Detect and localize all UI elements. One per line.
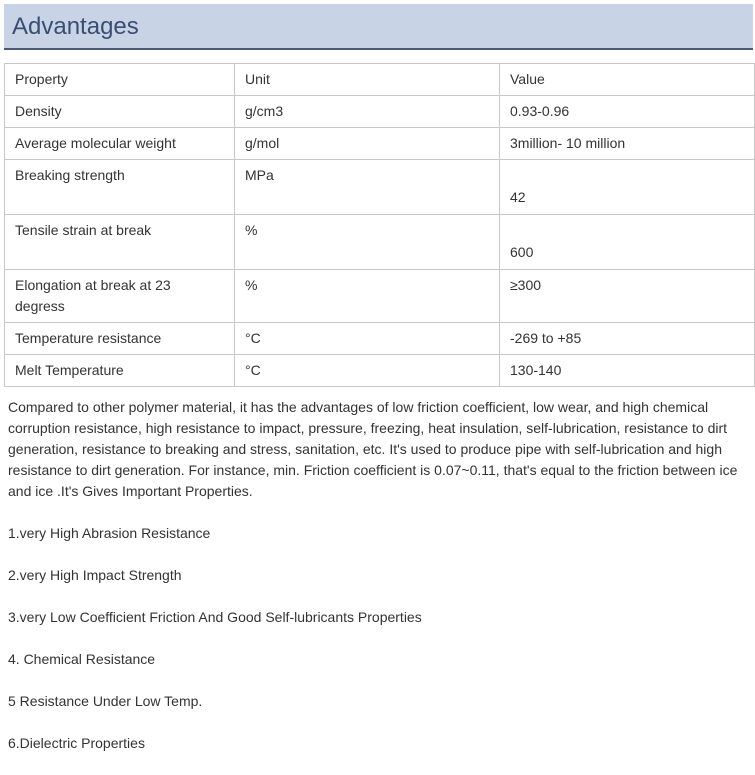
unit-cell: MPa [235,160,500,215]
value-cell: 0.93-0.96 [500,96,755,128]
table-row [5,215,755,270]
property-cell: Melt Temperature [5,355,235,387]
property-cell: Average molecular weight [5,128,235,160]
property-cell: Tensile strain at break [5,215,235,270]
value-cell: 3million- 10 million [500,128,755,160]
table-row [5,96,755,128]
list-item: 5 Resistance Under Low Temp. [8,693,203,709]
property-cell: Temperature resistance [5,323,235,355]
list-item: 3.very Low Coefficient Friction And Good Self-lubricants Properties [8,609,422,625]
list-item: 4. Chemical Resistance [8,651,156,667]
properties-table [4,63,755,387]
value-cell: ≥300 [500,270,755,323]
section-header [4,4,753,50]
table-row [5,355,755,387]
table-header-row [5,64,755,96]
column-header-property: Property [5,64,235,96]
unit-cell: % [235,270,500,323]
column-header-value: Value [500,64,755,96]
table-row [5,128,755,160]
list-item: 1.very High Abrasion Resistance [8,525,211,541]
value-cell: -269 to +85 [500,323,755,355]
value-cell: 130-140 [500,355,755,387]
property-cell: Breaking strength [5,160,235,215]
unit-cell: % [235,215,500,270]
table-row [5,323,755,355]
column-header-unit: Unit [235,64,500,96]
unit-cell: g/cm3 [235,96,500,128]
description-body [8,397,750,775]
value-cell: 600 [500,215,755,270]
value-cell: 42 [500,160,755,215]
unit-cell: °C [235,323,500,355]
table-row [5,160,755,215]
list-item: 6.Dielectric Properties [8,735,145,751]
intro-paragraph: Compared to other polymer material, it has the advantages of low friction coefficient, low wear, and high chemical corruption resistance, high resistance to impact, pressure, freezing, heat insulation, self-lubrication, resistance to dirt generation, resistance to breaking and stress, sanitation, etc. It's used to produce pipe with self-lubrication and high resistance to dirt generation. For instance, min. Friction coefficient is 0.07~0.11, that's equal to the friction between ice and ice .It's Gives Important Properties. [8,399,738,499]
section-title: Advantages [12,13,139,40]
property-cell: Density [5,96,235,128]
property-cell: Elongation at break at 23 degress [5,270,235,323]
table-row [5,270,755,323]
unit-cell: g/mol [235,128,500,160]
unit-cell: °C [235,355,500,387]
list-item: 2.very High Impact Strength [8,567,182,583]
